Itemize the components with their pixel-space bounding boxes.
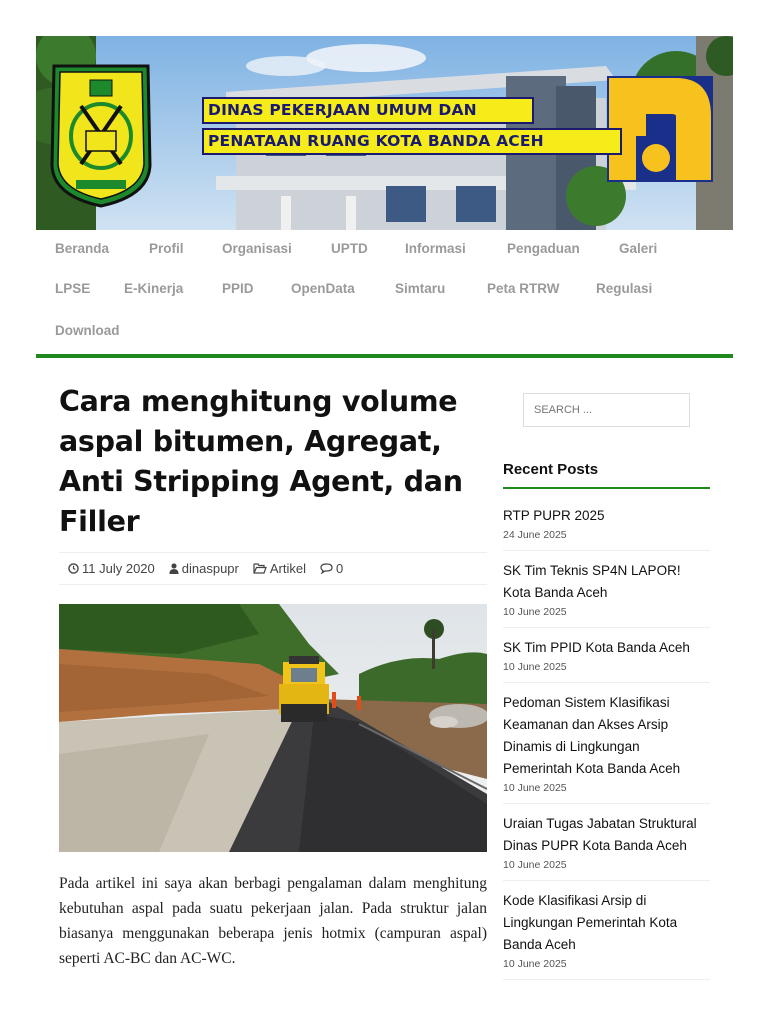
recent-post-link[interactable]: Pedoman Sistem Klasifikasi Keamanan dan Akses Arsip Dinamis di Lingkungan Pemerintah Kota Banda Aceh bbox=[503, 695, 681, 776]
post-date-text: 11 July 2020 bbox=[82, 561, 155, 576]
post-comments-count[interactable]: 0 bbox=[336, 561, 344, 576]
header-banner[interactable] bbox=[36, 36, 733, 230]
user-icon bbox=[169, 563, 179, 574]
nav-item-download[interactable]: Download bbox=[55, 323, 120, 338]
recent-post-date: 10 June 2025 bbox=[503, 782, 567, 794]
nav-item-lpse[interactable]: LPSE bbox=[55, 281, 91, 296]
recent-post-link[interactable]: SK Tim Teknis SP4N LAPOR! Kota Banda Aceh bbox=[503, 563, 681, 600]
post-date bbox=[68, 561, 155, 576]
nav-item-organisasi[interactable]: Organisasi bbox=[222, 241, 292, 256]
post-comments[interactable] bbox=[320, 561, 343, 576]
list-item bbox=[503, 813, 710, 881]
nav-item-profil[interactable]: Profil bbox=[149, 241, 184, 256]
recent-post-link[interactable]: SK Tim PPID Kota Banda Aceh bbox=[503, 640, 690, 655]
nav-item-ppid[interactable]: PPID bbox=[222, 281, 254, 296]
recent-posts-title: Recent Posts bbox=[503, 461, 710, 489]
nav-item-uptd[interactable]: UPTD bbox=[331, 241, 368, 256]
nav-item-e-kinerja[interactable]: E-Kinerja bbox=[124, 281, 184, 296]
recent-posts-list bbox=[503, 505, 710, 989]
nav-item-galeri[interactable]: Galeri bbox=[619, 241, 658, 256]
list-item bbox=[503, 692, 710, 804]
list-item bbox=[503, 890, 710, 980]
banner-title-line2: PENATAAN RUANG KOTA BANDA ACEH bbox=[202, 128, 622, 155]
nav-item-informasi[interactable]: Informasi bbox=[405, 241, 466, 256]
banner-title-line1: DINAS PEKERJAAN UMUM DAN bbox=[202, 97, 534, 124]
comment-icon bbox=[320, 563, 333, 574]
nav-item-opendata[interactable]: OpenData bbox=[291, 281, 355, 296]
recent-post-link[interactable]: Uraian Tugas Jabatan Struktural Dinas PUPR Kota Banda Aceh bbox=[503, 816, 697, 853]
recent-post-link[interactable]: RTP PUPR 2025 bbox=[503, 508, 605, 523]
post-meta bbox=[59, 552, 487, 585]
recent-post-link[interactable]: Kode Klasifikasi Arsip di Lingkungan Pemerintah Kota Banda Aceh bbox=[503, 893, 678, 952]
search-input[interactable] bbox=[523, 393, 690, 427]
recent-post-date: 10 June 2025 bbox=[503, 661, 567, 673]
post-author-text[interactable]: dinaspupr bbox=[181, 561, 239, 576]
list-item bbox=[503, 505, 710, 551]
post-excerpt: Pada artikel ini saya akan berbagi pengalaman dalam menghitung kebutuhan aspal pada suatu pekerjaan jalan. Pada struktur jalan biasanya menggunakan beberapa jenis hotmix (campuran aspal) seperti AC-BC dan AC-WC. bbox=[59, 875, 487, 967]
recent-post-date: 10 June 2025 bbox=[503, 859, 567, 871]
road-paving-photo bbox=[59, 604, 487, 852]
post-author[interactable] bbox=[169, 561, 239, 576]
nav-item-peta-rtrw[interactable]: Peta RTRW bbox=[487, 281, 560, 296]
list-item bbox=[503, 560, 710, 628]
post-title: Cara menghitung volume aspal bitumen, Agregat, Anti Stripping Agent, dan Filler bbox=[59, 385, 463, 538]
nav-item-simtaru[interactable]: Simtaru bbox=[395, 281, 446, 296]
recent-post-date: 24 June 2025 bbox=[503, 529, 567, 541]
recent-post-date: 10 June 2025 bbox=[503, 958, 567, 970]
post-category-text[interactable]: Artikel bbox=[269, 561, 306, 576]
nav-item-regulasi[interactable]: Regulasi bbox=[596, 281, 653, 296]
pupr-logo bbox=[607, 76, 713, 182]
kota-banda-aceh-logo bbox=[52, 66, 150, 206]
post-category[interactable] bbox=[253, 561, 306, 576]
road-roller bbox=[279, 656, 329, 722]
folder-open-icon bbox=[253, 563, 267, 574]
nav-item-pengaduan[interactable]: Pengaduan bbox=[507, 241, 580, 256]
list-item bbox=[503, 637, 710, 683]
clock-icon bbox=[68, 563, 79, 574]
recent-post-date: 10 June 2025 bbox=[503, 606, 567, 618]
main-nav bbox=[36, 230, 733, 358]
nav-item-beranda[interactable]: Beranda bbox=[55, 241, 110, 256]
post-featured-image bbox=[59, 604, 487, 852]
